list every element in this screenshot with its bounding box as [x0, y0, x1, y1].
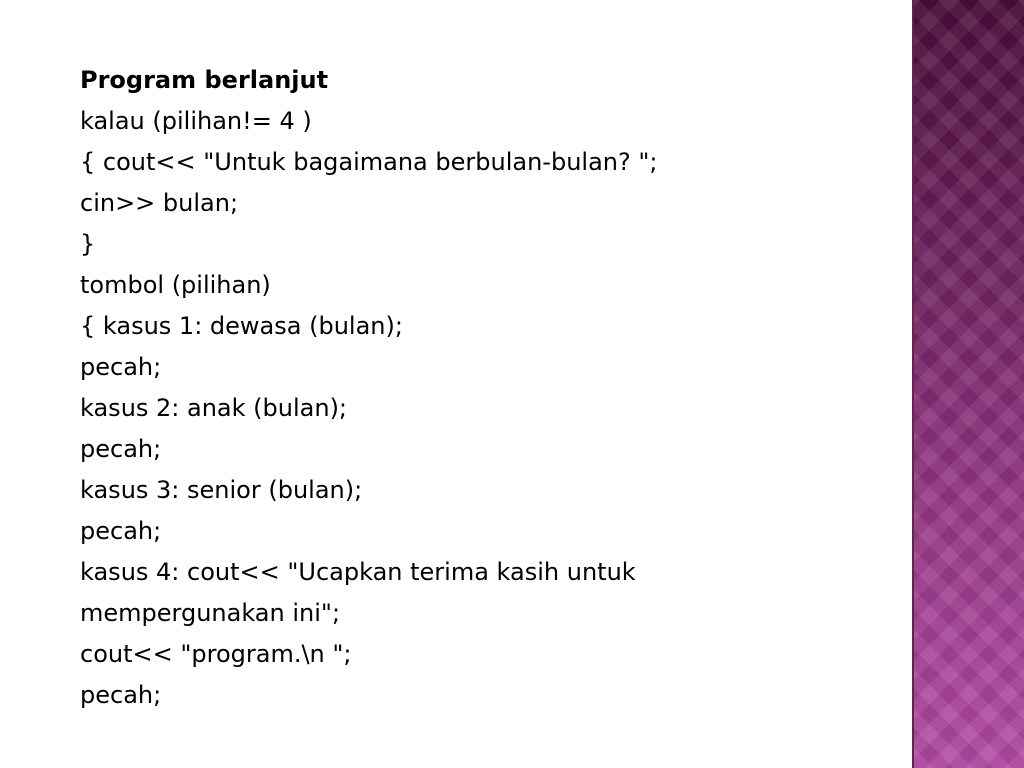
code-line: pecah;: [80, 681, 162, 709]
code-line: kasus 4: cout<< "Ucapkan terima kasih untuk: [80, 558, 636, 586]
code-line: mempergunakan ini";: [80, 599, 341, 627]
code-line: { kasus 1: dewasa (bulan);: [80, 312, 403, 340]
code-line: kalau (pilihan!= 4 ): [80, 107, 312, 135]
code-line: cout<< "program.\n ";: [80, 640, 352, 668]
decorative-side-band: [912, 0, 1024, 768]
code-line: pecah;: [80, 435, 162, 463]
code-line: tombol (pilihan): [80, 271, 271, 299]
code-line: { cout<< "Untuk bagaimana berbulan-bulan? ";: [80, 148, 658, 176]
code-line: }: [80, 230, 96, 258]
code-line: kasus 3: senior (bulan);: [80, 476, 363, 504]
code-line: pecah;: [80, 517, 162, 545]
code-line: cin>> bulan;: [80, 189, 239, 217]
code-line: pecah;: [80, 353, 162, 381]
slide-body: [80, 60, 900, 716]
slide-heading: Program berlanjut: [80, 66, 329, 94]
code-line: kasus 2: anak (bulan);: [80, 394, 348, 422]
